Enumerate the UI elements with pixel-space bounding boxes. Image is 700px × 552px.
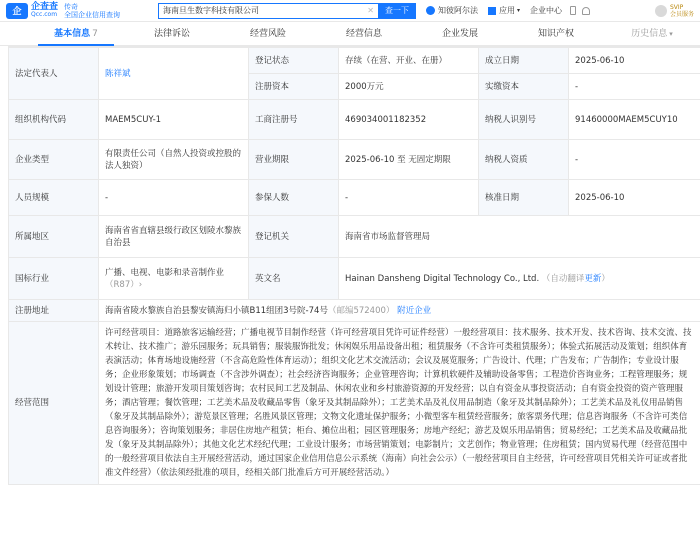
insured-label: 参保人数 [249, 180, 339, 216]
scope-value: 许可经营项目：道路旅客运输经营；广播电视节目制作经营（许可经营项目凭许可证件经营）一般经营项目：技术服务、技术开发、技术咨询、技术交流、技术转让、技术推广；游乐园服务；玩具销售；服装服饰批发；休闲娱乐用品设备出租；租赁服务（不含许可类租赁服务）；体验式拓展活动及策划；组织体育表演活动；体育场地设施经营（不含高危险性体育运动）；组织文化艺术交流活动；会议及展览服务；广告设计、代理；广告发布；广告制作；专业设计服务；企业形象策划；市场调查（不含涉外调查）；社会经济咨询服务；企业管理咨询；计算机软硬件及辅助设备零售；工程造价咨询业务；工程管理服务；规划设计管理；旅游开发项目策划咨询；农村民间工艺及制品、休闲农业和乡村旅游资源的开发经营；以自有资金从事投资活动；自有资金投资的资产管理服务；酒店管理；餐饮管理；工艺美术品及收藏品零售（象牙及其制品除外）；工艺美术品及礼仪用品制造（象牙及其制品除外）；工艺美术品及礼仪用品销售（象牙及其制品除外）；游览景区管理；名胜风景区管理；文物文化遗址保护服务；小微型客车租赁经营服务；旅客票务代理；信息咨询服务（不含许可类信息咨询服务）；咨询策划服务；非居住房地产租赁；柜台、摊位出租；园区管理服务；房地产经纪；游艺及娱乐用品销售；贸易经纪；工艺美术品及收藏品批发（象牙及其制品除外）；其他文化艺术经纪代理；工业设计服务；市场营销策划；电影制片；文艺创作；物业管理；住房租赁；国内贸易代理（经营范围中的一般经营项目依法自主开展经营活动，通过国家企业信用信息公示系统（海南）向社会公示）（一般经营项目自主经营，许可经营项目凭相关许可证或者批准文件经营）（依法须经批准的项目，经相关部门批准后方可开展经营活动。） [99, 322, 700, 485]
grid-icon [488, 7, 496, 15]
address-value: 海南省陵水黎族自治县黎安镇海归小镇B11组团3号院-74号（邮编572400） 附近企业 [99, 300, 700, 322]
tab-operation[interactable]: 经营信息 [345, 29, 382, 39]
search-value: 海南旦生数字科技有限公司 [163, 6, 259, 15]
app-menu[interactable]: 应用 ▾ [488, 5, 520, 16]
legal-rep-label: 法定代表人 [9, 48, 99, 100]
tab-development[interactable]: 企业发展 [441, 29, 478, 39]
reg-capital-value: 2000万元 [339, 74, 479, 100]
biz-reg-value: 469034001182352 [339, 100, 479, 140]
brand-icon [426, 6, 435, 15]
staff-label: 人员规模 [9, 180, 99, 216]
insured-value: - [339, 180, 479, 216]
clear-icon[interactable]: ✕ [367, 6, 374, 15]
logo[interactable] [6, 3, 154, 19]
authority-label: 登记机关 [249, 216, 339, 258]
approval-value: 2025-06-10 [569, 180, 700, 216]
en-name-value: Hainan Dansheng Digital Technology Co., Ltd. （自动翻译更新） [339, 258, 700, 300]
paid-capital-label: 实缴资本 [479, 74, 569, 100]
nearby-link[interactable]: 附近企业 [397, 305, 432, 316]
type-value: 有限责任公司（自然人投资或控股的法人独资） [99, 140, 249, 180]
taxpayer-q-label: 纳税人资质 [479, 140, 569, 180]
section-tabs [0, 22, 700, 46]
update-link[interactable]: 更新 [584, 273, 602, 284]
taxpayer-id-value: 91460000MAEM5CUY10 [569, 100, 700, 140]
type-label: 企业类型 [9, 140, 99, 180]
biz-reg-label: 工商注册号 [249, 100, 339, 140]
chevron-down-icon: ▾ [517, 7, 521, 14]
term-label: 营业期限 [249, 140, 339, 180]
enterprise-center-link[interactable]: 企业中心 [530, 6, 563, 15]
term-value: 2025-06-10 至 无固定期限 [339, 140, 479, 180]
avatar [655, 5, 667, 17]
brand-link[interactable]: 知彼阿尔法 [426, 5, 478, 16]
legal-rep-link[interactable]: 陈祥斌 [99, 48, 249, 100]
org-code-label: 组织机构代码 [9, 100, 99, 140]
chevron-right-icon[interactable]: › [138, 279, 143, 290]
scope-label: 经营范围 [9, 322, 99, 485]
org-code-value: MAEM5CUY-1 [99, 100, 249, 140]
tab-history[interactable]: 历史信息 ▾ [631, 29, 673, 39]
est-date-label: 成立日期 [479, 48, 569, 74]
industry-code: （R87） [105, 279, 139, 290]
paid-capital-value: - [569, 74, 700, 100]
top-header [0, 0, 700, 22]
tagline-1: 传奇 [64, 2, 79, 11]
logo-name: 企查查 [31, 1, 59, 12]
reg-capital-label: 注册资本 [249, 74, 339, 100]
logo-domain: Qcc.com [31, 10, 58, 18]
tab-risk[interactable]: 经营风险 [249, 29, 286, 39]
tab-basic-info[interactable]: 基本信息 7 [28, 26, 124, 45]
approval-label: 核准日期 [479, 180, 569, 216]
tagline-2: 全国企业信用查询 [64, 10, 121, 19]
en-name-label: 英文名 [249, 258, 339, 300]
postcode: （邮编572400） [327, 305, 395, 316]
industry-label: 国标行业 [9, 258, 99, 300]
est-date-value: 2025-06-10 [569, 48, 700, 74]
staff-value: - [99, 180, 249, 216]
taxpayer-q-value: - [569, 140, 700, 180]
logo-mark-icon: 企 [6, 3, 28, 19]
region-value: 海南省省直辖县级行政区划陵水黎族自治县 [99, 216, 249, 258]
bell-icon[interactable] [582, 7, 590, 15]
tab-ip[interactable]: 知识产权 [537, 29, 574, 39]
reg-status-value: 存续（在营、开业、在册） [339, 48, 479, 74]
basic-info-table [8, 46, 700, 485]
phone-icon[interactable] [570, 6, 576, 15]
svip-badge[interactable]: SVIP 会员服务 [655, 4, 694, 18]
taxpayer-id-label: 纳税人识别号 [479, 100, 569, 140]
address-label: 注册地址 [9, 300, 99, 322]
search-button[interactable]: 查一下 [378, 3, 416, 19]
authority-value: 海南省市场监督管理局 [339, 216, 700, 258]
reg-status-label: 登记状态 [249, 48, 339, 74]
chevron-down-icon: ▾ [669, 30, 673, 38]
industry-value: 广播、电视、电影和录音制作业 （R87）› [99, 258, 249, 300]
search-input[interactable] [158, 3, 378, 19]
region-label: 所属地区 [9, 216, 99, 258]
tab-legal[interactable]: 法律诉讼 [153, 29, 190, 39]
